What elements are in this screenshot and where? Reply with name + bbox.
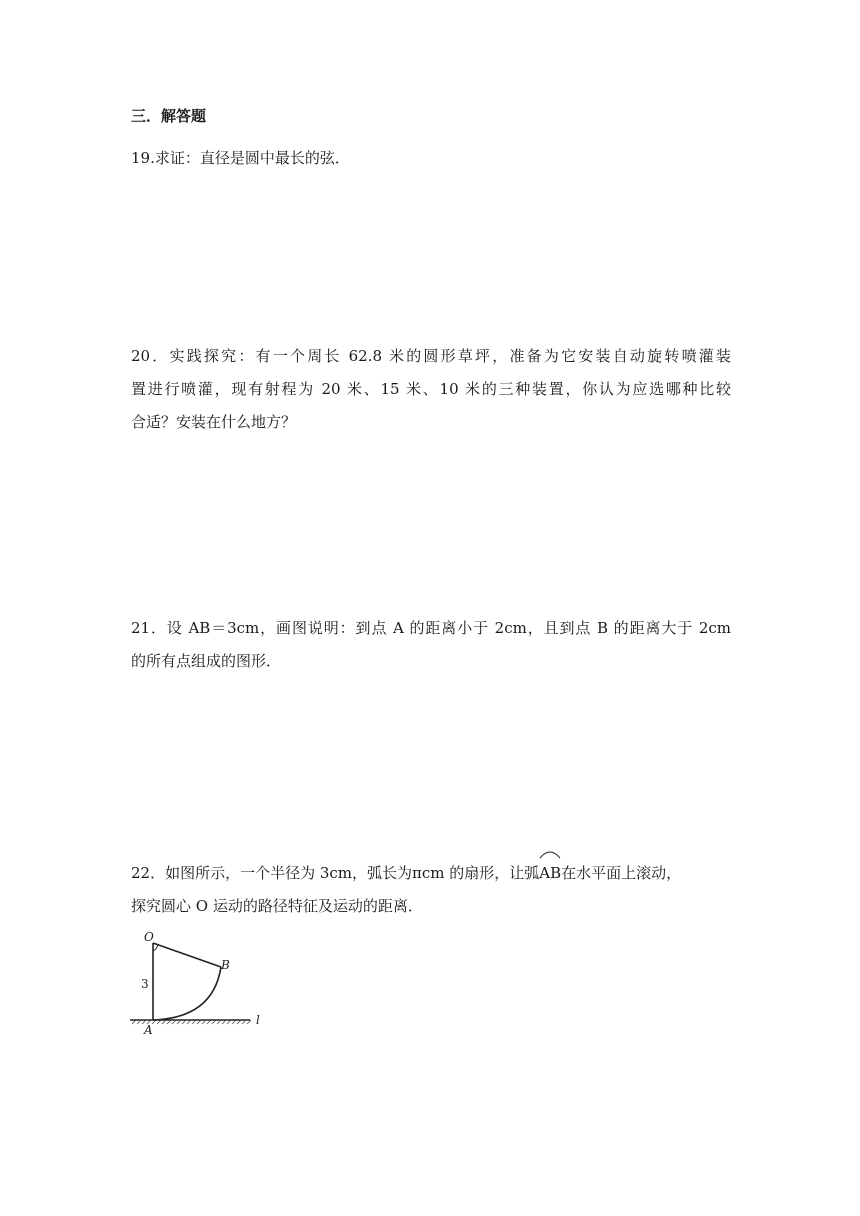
question-22-line-1 (131, 855, 731, 890)
arc-ab (153, 967, 221, 1020)
question-19-line-1: 19.求证：直径是圆中最长的弦． (131, 149, 350, 167)
question-22-line-1-after: 在水平面上滚动， (561, 864, 682, 882)
question-19 (131, 142, 731, 175)
question-20-line-2: 置进行喷灌，现有射程为 20 米、15 米、10 米的三种装置，你认为应选哪种比较 (131, 380, 731, 398)
question-21-line-1: 21．设 AB＝3cm，画图说明：到点 A 的距离小于 2cm，且到点 B 的距离大于 2cm (131, 619, 731, 637)
label-o: O (144, 930, 154, 944)
question-21-line-2: 的所有点组成的图形． (131, 652, 282, 670)
question-22 (131, 855, 731, 923)
arc-label: AB (539, 864, 562, 882)
sector-rolling-figure (128, 926, 268, 1044)
question-20-line-1: 20．实践探究：有一个周长 62.8 米的圆形草坪，准备为它安装自动旋转喷灌装 (131, 347, 731, 365)
radius-ob (153, 943, 221, 967)
section-title: 三．解答题 (131, 107, 207, 125)
question-22-line-2: 探究圆心 O 运动的路径特征及运动的距离． (131, 897, 423, 915)
question-22-line-1-before: 22．如图所示，一个半径为 3cm，弧长为πcm 的扇形，让弧 (131, 864, 540, 882)
question-21 (131, 612, 731, 678)
arc-symbol-icon (538, 849, 562, 859)
question-20-line-3: 合适？安装在什么地方？ (131, 413, 297, 431)
label-l: l (256, 1013, 260, 1027)
arc-ab-notation (539, 855, 561, 890)
label-b: B (221, 958, 230, 972)
question-20 (131, 340, 731, 439)
label-radius: 3 (141, 977, 149, 991)
label-a: A (144, 1023, 153, 1037)
